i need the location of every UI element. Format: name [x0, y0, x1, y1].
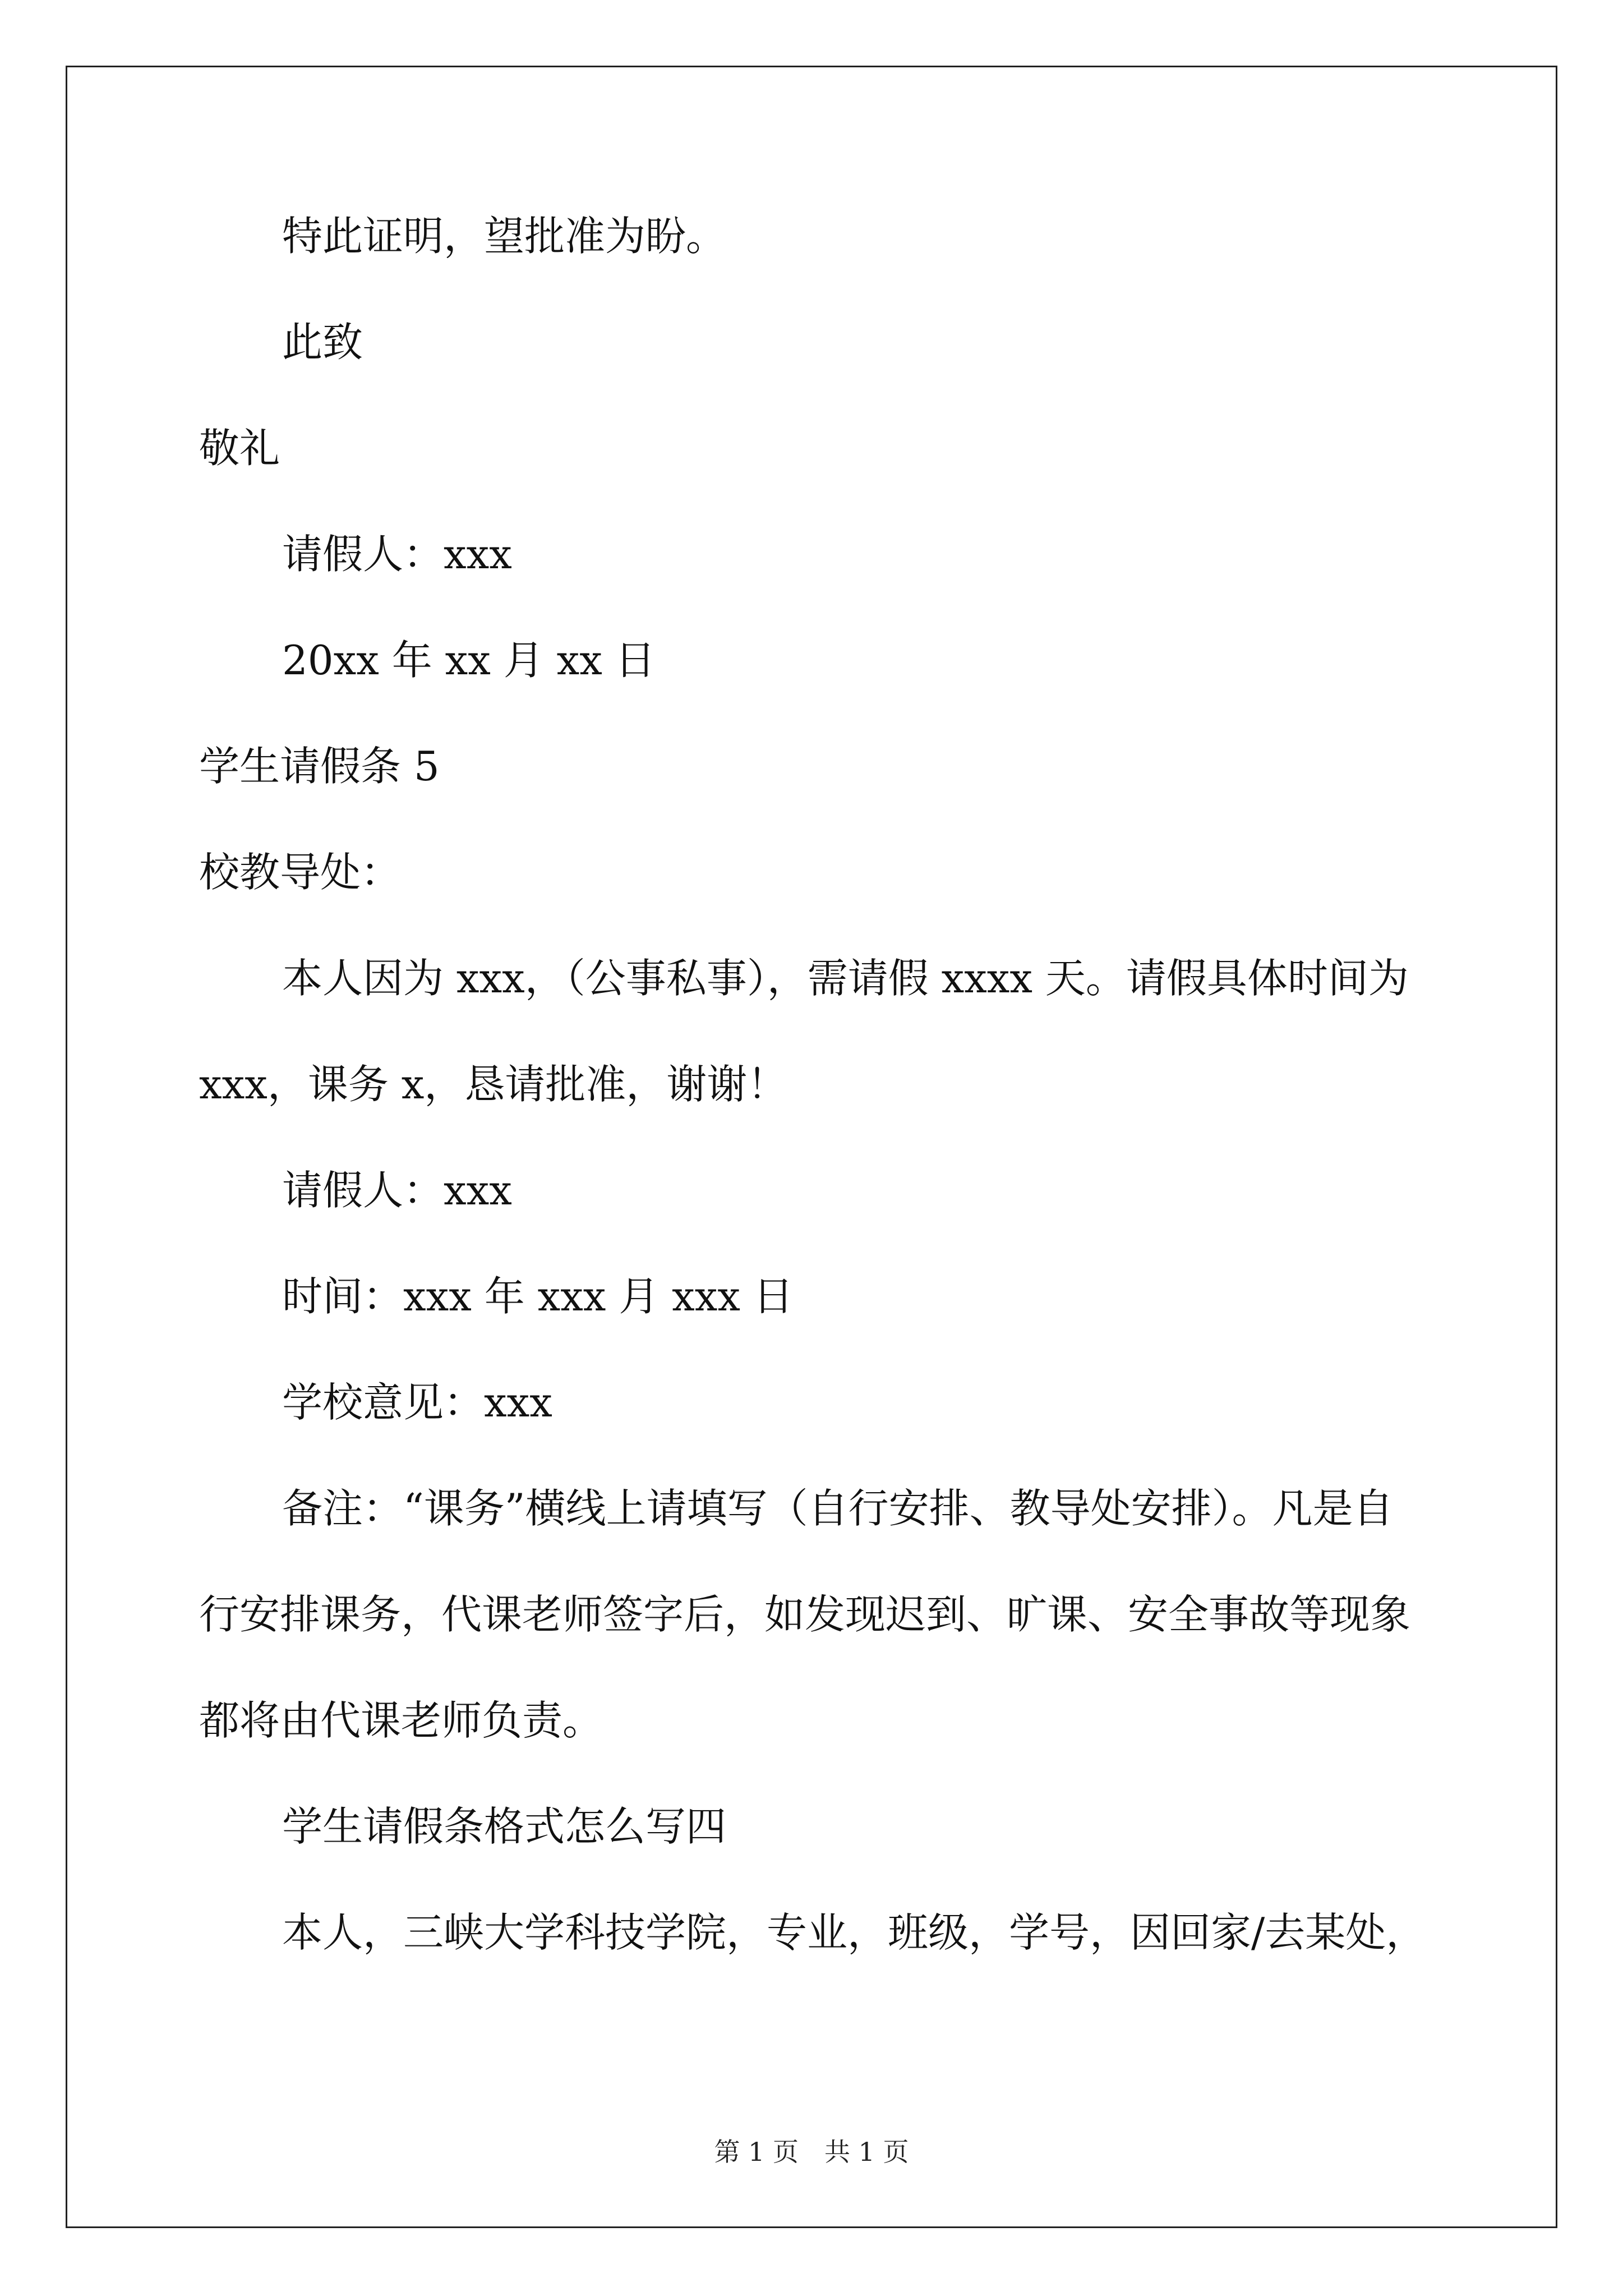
paragraph-salutation: 此致	[282, 319, 363, 366]
paragraph-regards: 敬礼	[199, 425, 280, 472]
paragraph-applicant: 请假人：xxx	[282, 531, 512, 578]
page-border	[66, 66, 1557, 2228]
paragraph-date: 20xx 年 xx 月 xx 日	[282, 637, 656, 684]
page-footer: 第 1 页 共 1 页	[714, 2137, 909, 2167]
paragraph-body-line-1: 本人因为 xxx，（公事私事），需请假 xxxx 天。请假具体时间为	[282, 955, 1409, 1002]
paragraph-time: 时间：xxx 年 xxx 月 xxx 日	[282, 1273, 794, 1320]
section-heading-format: 学生请假条格式怎么写四	[282, 1803, 727, 1850]
paragraph-school-opinion: 学校意见：xxx	[282, 1379, 552, 1426]
paragraph-applicant-2: 请假人：xxx	[282, 1167, 512, 1214]
section-heading: 学生请假条 5	[199, 743, 440, 790]
paragraph-body-line-2: xxx，课务 x，恳请批准，谢谢！	[199, 1061, 788, 1108]
paragraph-certify: 特此证明，望批准为盼。	[282, 213, 727, 260]
paragraph-addressee: 校教导处：	[199, 849, 402, 896]
paragraph-note-line-3: 都将由代课老师负责。	[199, 1697, 603, 1744]
paragraph-note-line-2: 行安排课务，代课老师签字后，如发现迟到、旷课、安全事故等现象	[199, 1591, 1411, 1638]
paragraph-note-line-1: 备注：“课务”横线上请填写（自行安排、教导处安排）。凡是自	[282, 1485, 1394, 1532]
paragraph-self-intro: 本人，三峡大学科技学院，专业，班级，学号，因回家/去某处，	[282, 1909, 1427, 1956]
